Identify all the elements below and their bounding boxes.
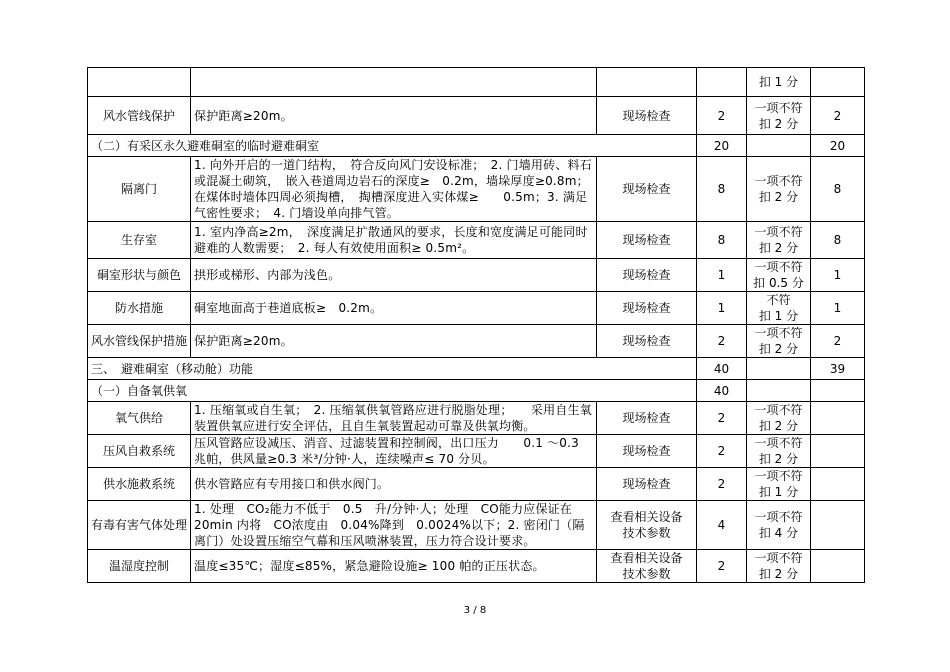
- score-cell: 40: [697, 358, 747, 380]
- table-row: [88, 97, 865, 135]
- item-name-cell: 硐室形状与颜色: [88, 259, 191, 292]
- item-name-cell: 防水措施: [88, 292, 191, 325]
- deduction-cell: 一项不符 扣 1 分: [747, 468, 811, 501]
- section-title: （一）自备氧供氧: [88, 380, 697, 402]
- check-method-cell: 现场检查: [597, 157, 697, 222]
- table-row: [88, 402, 865, 435]
- item-name-cell: 隔离门: [88, 157, 191, 222]
- scoring-table: [87, 67, 865, 583]
- actual-score-cell: [811, 550, 865, 583]
- check-method-cell: 查看相关设备 技术参数: [597, 550, 697, 583]
- score-cell: 2: [697, 402, 747, 435]
- deduction-cell: 一项不符 扣 0.5 分: [747, 259, 811, 292]
- deduction-cell: 一项不符 扣 2 分: [747, 97, 811, 135]
- actual-score-cell: 39: [811, 358, 865, 380]
- check-method-cell: 现场检查: [597, 325, 697, 358]
- check-method-cell: 现场检查: [597, 468, 697, 501]
- check-method-cell: [597, 68, 697, 97]
- table-row: [88, 550, 865, 583]
- requirement-cell: 保护距离≥20m。: [191, 97, 597, 135]
- actual-score-cell: 8: [811, 222, 865, 259]
- actual-score-cell: 2: [811, 325, 865, 358]
- item-name-cell: 氧气供给: [88, 402, 191, 435]
- table-row: [88, 435, 865, 468]
- section-title: 三、 避难硐室（移动舱）功能: [88, 358, 697, 380]
- requirement-cell: 温度≤35℃；湿度≤85%，紧急避险设施≥ 100 帕的正压状态。: [191, 550, 597, 583]
- item-name-cell: 生存室: [88, 222, 191, 259]
- deduction-cell: [747, 358, 811, 380]
- actual-score-cell: [811, 402, 865, 435]
- table-row: [88, 292, 865, 325]
- table-body: [88, 68, 865, 583]
- section-row: [88, 358, 865, 380]
- requirement-cell: 保护距离≥20m。: [191, 325, 597, 358]
- section-title: （二）有采区永久避难硐室的临时避难硐室: [88, 135, 697, 157]
- check-method-cell: 现场检查: [597, 292, 697, 325]
- score-cell: 2: [697, 435, 747, 468]
- actual-score-cell: 8: [811, 157, 865, 222]
- deduction-cell: 一项不符 扣 2 分: [747, 157, 811, 222]
- score-cell: 40: [697, 380, 747, 402]
- item-name-cell: [88, 68, 191, 97]
- score-cell: 4: [697, 501, 747, 550]
- actual-score-cell: [811, 468, 865, 501]
- section-row: [88, 135, 865, 157]
- requirement-cell: 1. 向外开启的一道门结构， 符合反向风门安设标准； 2. 门墙用砖、料石或混凝土砌筑， 嵌入巷道周边岩石的深度≥ 0.2m，墙垛厚度≥0.8m；在煤体时墙体四周必须掏槽， 掏槽深度进入实体煤≥ 0.5m；3. 满足气密性要求； 4. 门墙设单向排气管。: [191, 157, 597, 222]
- table-row: [88, 468, 865, 501]
- deduction-cell: 一项不符 扣 4 分: [747, 501, 811, 550]
- requirement-cell: [191, 68, 597, 97]
- check-method-cell: 现场检查: [597, 97, 697, 135]
- item-name-cell: 温湿度控制: [88, 550, 191, 583]
- actual-score-cell: [811, 380, 865, 402]
- actual-score-cell: [811, 435, 865, 468]
- check-method-cell: 现场检查: [597, 435, 697, 468]
- requirement-cell: 拱形或梯形、内部为浅色。: [191, 259, 597, 292]
- item-name-cell: 供水施救系统: [88, 468, 191, 501]
- deduction-cell: 不符 扣 1 分: [747, 292, 811, 325]
- actual-score-cell: 2: [811, 97, 865, 135]
- check-method-cell: 现场检查: [597, 259, 697, 292]
- requirement-cell: 1. 处理 CO₂能力不低于 0.5 升/分钟·人；处理 CO能力应保证在 20min 内将 CO浓度由 0.04%降到 0.0024%以下；2. 密闭门（隔离门）处设置压缩空气幕和压风喷淋装置，压力符合设计要求。: [191, 501, 597, 550]
- item-name-cell: 风水管线保护措施: [88, 325, 191, 358]
- actual-score-cell: 1: [811, 292, 865, 325]
- table-row: [88, 259, 865, 292]
- item-name-cell: 风水管线保护: [88, 97, 191, 135]
- requirement-cell: 1. 压缩氧或自生氧； 2. 压缩氧供氧管路应进行脱脂处理； 采用自生氧装置供氧应进行安全评估，且自生氧装置起动可靠及供氧均衡。: [191, 402, 597, 435]
- deduction-cell: [747, 135, 811, 157]
- deduction-cell: 一项不符 扣 2 分: [747, 550, 811, 583]
- score-cell: 20: [697, 135, 747, 157]
- score-cell: 8: [697, 222, 747, 259]
- actual-score-cell: [811, 501, 865, 550]
- table-row: [88, 68, 865, 97]
- score-cell: 8: [697, 157, 747, 222]
- page-number: 3 / 8: [463, 605, 487, 616]
- check-method-cell: 现场检查: [597, 402, 697, 435]
- score-cell: 2: [697, 468, 747, 501]
- item-name-cell: 有毒有害气体处理: [88, 501, 191, 550]
- deduction-cell: 一项不符 扣 2 分: [747, 402, 811, 435]
- deduction-cell: 一项不符 扣 2 分: [747, 435, 811, 468]
- score-cell: 2: [697, 97, 747, 135]
- deduction-cell: 一项不符 扣 2 分: [747, 325, 811, 358]
- deduction-cell: 一项不符 扣 2 分: [747, 222, 811, 259]
- score-cell: 1: [697, 292, 747, 325]
- check-method-cell: 现场检查: [597, 222, 697, 259]
- requirement-cell: 压风管路应设减压、消音、过滤装置和控制阀，出口压力 0.1 ～0.3 兆帕，供风量≥0.3 米³/分钟·人，连续噪声≤ 70 分贝。: [191, 435, 597, 468]
- deduction-cell: 扣 1 分: [747, 68, 811, 97]
- check-method-cell: 查看相关设备 技术参数: [597, 501, 697, 550]
- score-cell: 2: [697, 550, 747, 583]
- table-row: [88, 222, 865, 259]
- score-cell: 2: [697, 325, 747, 358]
- actual-score-cell: 20: [811, 135, 865, 157]
- table-row: [88, 501, 865, 550]
- score-cell: 1: [697, 259, 747, 292]
- requirement-cell: 供水管路应有专用接口和供水阀门。: [191, 468, 597, 501]
- actual-score-cell: 1: [811, 259, 865, 292]
- table-row: [88, 157, 865, 222]
- score-cell: [697, 68, 747, 97]
- requirement-cell: 硐室地面高于巷道底板≥ 0.2m。: [191, 292, 597, 325]
- actual-score-cell: [811, 68, 865, 97]
- table-row: [88, 325, 865, 358]
- section-row: [88, 380, 865, 402]
- deduction-cell: [747, 380, 811, 402]
- item-name-cell: 压风自救系统: [88, 435, 191, 468]
- requirement-cell: 1. 室内净高≥2m， 深度满足扩散通风的要求，长度和宽度满足可能同时避难的人数需要； 2. 每人有效使用面积≥ 0.5m²。: [191, 222, 597, 259]
